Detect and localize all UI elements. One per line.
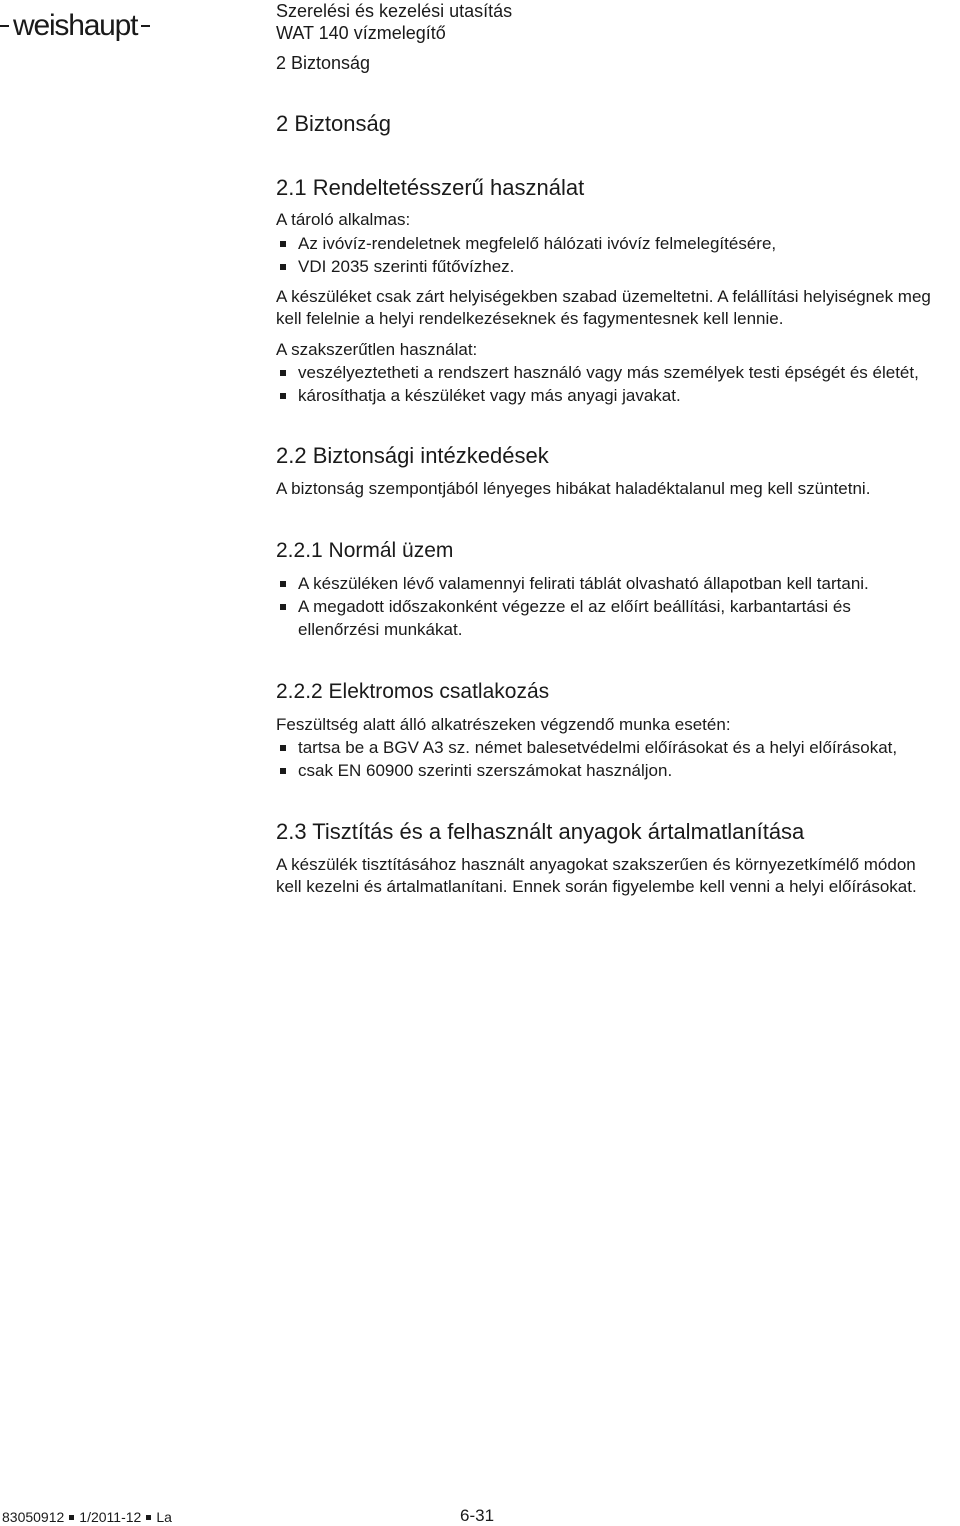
section-2-2-2-intro: Feszültség alatt álló alkatrészeken végzendő munka esetén: <box>276 715 731 734</box>
doc-number: 83050912 <box>2 1509 65 1525</box>
section-2-2-title: 2.2 Biztonsági intézkedések <box>276 443 549 468</box>
section-2-1-title: 2.1 Rendeltetésszerű használat <box>276 175 585 200</box>
section-2-1-intro: A tároló alkalmas: <box>276 210 411 229</box>
logo-dash-left <box>0 25 9 27</box>
bullet-icon <box>280 393 286 399</box>
author: La <box>156 1509 172 1525</box>
bullet-icon <box>280 241 286 247</box>
paragraph-line: kell kezelni és ártalmatlanítani. Ennek során figyelembe kell venni a helyi előírásokat. <box>276 877 917 896</box>
weishaupt-logo <box>0 6 150 46</box>
list-item-continuation: ellenőrzési munkákat. <box>298 620 463 639</box>
running-section-header: 2 Biztonság <box>276 53 371 73</box>
paragraph-line: A készüléket csak zárt helyiségekben szabad üzemeltetni. A felállítási helyiségnek meg <box>276 287 931 306</box>
doc-title: Szerelési és kezelési utasítás <box>276 1 513 21</box>
page-number: 6-31 <box>460 1506 495 1525</box>
section-2-2-1-title: 2.2.1 Normál üzem <box>276 539 454 562</box>
footer-doc-info <box>2 1508 172 1526</box>
bullet-icon <box>280 604 286 610</box>
logo-text: weishaupt <box>13 9 138 42</box>
bullet-icon <box>280 768 286 774</box>
misuse-intro: A szakszerűtlen használat: <box>276 340 478 359</box>
section-2-3-title: 2.3 Tisztítás és a felhasznált anyagok ártalmatlanítása <box>276 819 805 844</box>
paragraph-line: A készülék tisztításához használt anyagokat szakszerűen és környezetkímélő módon <box>276 855 916 874</box>
edition: 1/2011-12 <box>79 1509 142 1525</box>
separator-icon <box>146 1515 151 1520</box>
section-2-2-2-title: 2.2.2 Elektromos csatlakozás <box>276 680 550 703</box>
paragraph-line: kell felelnie a helyi rendelkezéseknek és fagymentesnek kell lennie. <box>276 309 784 328</box>
chapter-title: 2 Biztonság <box>276 111 391 136</box>
section-2-2-text: A biztonság szempontjából lényeges hibákat haladéktalanul meg kell szüntetni. <box>276 479 871 498</box>
separator-icon <box>69 1515 74 1520</box>
bullet-icon <box>280 264 286 270</box>
bullet-icon <box>280 370 286 376</box>
bullet-icon <box>280 581 286 587</box>
bullet-icon <box>280 745 286 751</box>
product-name: WAT 140 vízmelegítő <box>276 23 446 43</box>
logo-dash-right <box>141 25 150 27</box>
